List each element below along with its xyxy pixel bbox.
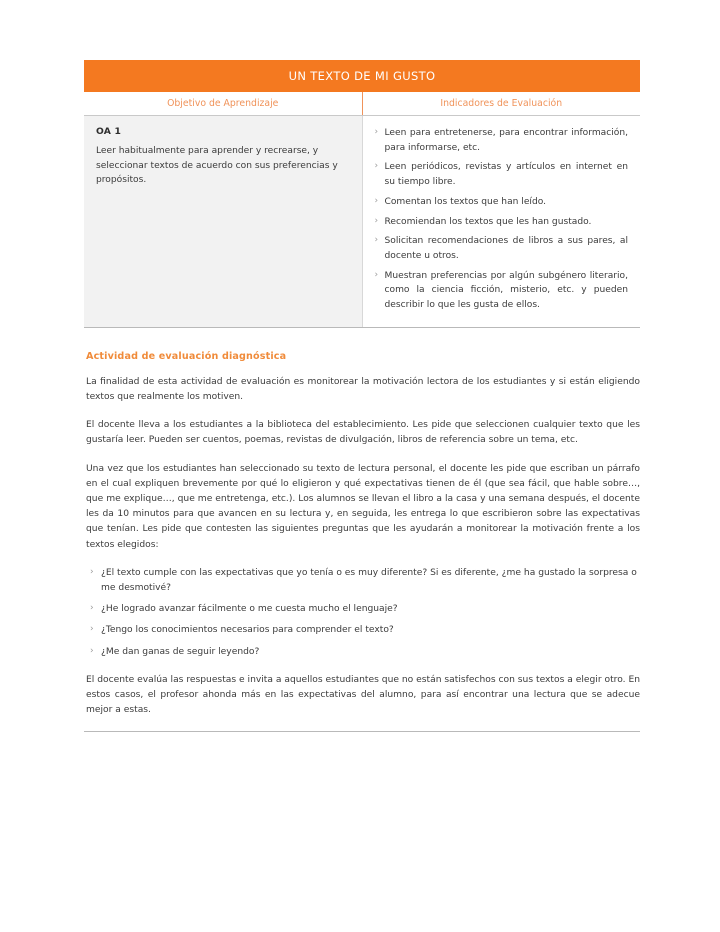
indicators-list [375, 126, 629, 313]
activity-paragraph-4: El docente evalúa las respuestas e invita a aquellos estudiantes que no están satisfechos con sus textos a elegir otro. En estos casos, el profesor ahonda más en las expectativas del alumno, para así encontrar una lectura que se adecue mejor a estas. [86, 674, 640, 716]
list-item: › Recomiendan los textos que les han gustado. [375, 215, 629, 230]
activity-heading: Actividad de evaluación diagnóstica [86, 350, 287, 362]
list-item: › Leen para entretenerse, para encontrar información, para informarse, etc. [375, 126, 629, 155]
objective-code: OA 1 [96, 126, 122, 137]
monitoring-questions-list [84, 566, 640, 660]
list-item: › ¿Me dan ganas de seguir leyendo? [90, 645, 640, 660]
list-item: › Comentan los textos que han leído. [375, 195, 629, 210]
document-page [84, 60, 640, 732]
list-item: › ¿He logrado avanzar fácilmente o me cuesta mucho el lenguaje? [90, 602, 640, 617]
objective-text: Leer habitualmente para aprender y recrearse, y seleccionar textos de acuerdo con sus preferencias y propósitos. [96, 146, 338, 186]
table-body-row [84, 116, 640, 328]
table-title-row [84, 60, 640, 92]
list-item: › Solicitan recomendaciones de libros a sus pares, al docente u otros. [375, 234, 629, 263]
list-item: › Muestran preferencias por algún subgénero literario, como la ciencia ficción, misterio, etc. y pueden describir lo que les gusta de ellos. [375, 269, 629, 313]
activity-paragraph-2: El docente lleva a los estudiantes a la biblioteca del establecimiento. Les pide que seleccionen cualquier texto que les gustaría leer. Pueden ser cuentos, poemas, revistas de divulgación, libros de referencia sobre un tema, etc. [86, 420, 640, 446]
column-header-objetivo: Objetivo de Aprendizaje [84, 92, 362, 116]
list-item: › ¿El texto cumple con las expectativas que yo tenía o es muy diferente? Si es diferente, ¿me ha gustado la sorpresa o me desmotivé? [90, 566, 640, 596]
list-item: › ¿Tengo los conocimientos necesarios para comprender el texto? [90, 623, 640, 638]
column-header-indicadores: Indicadores de Evaluación [362, 92, 640, 116]
table-title: UN TEXTO DE MI GUSTO [84, 60, 640, 92]
activity-paragraph-3: Una vez que los estudiantes han seleccionado su texto de lectura personal, el docente les pide que escriban un párrafo en el cual expliquen brevemente por qué lo eligieron y qué expectativas tienen de él (que sea fácil, que hable sobre…, que me explique…, que me entretenga, etc.). Los alumnos se llevan el libro a la casa y una semana después, el docente les da 10 minutos para que avancen en su lectura y, en seguida, les entrega lo que escribieron sobre las expectativas que tenían. Les pide que contesten las siguientes preguntas que les ayudarán a monitorear la motivación frente a los textos elegidos: [86, 463, 640, 550]
indicators-cell [362, 116, 640, 328]
activity-paragraph-1: La finalidad de esta actividad de evaluación es monitorear la motivación lectora de los estudiantes y si están eligiendo textos que realmente los motiven. [86, 376, 640, 403]
objective-cell [84, 116, 362, 328]
objectives-table [84, 60, 640, 328]
list-item: › Leen periódicos, revistas y artículos en internet en su tiempo libre. [375, 160, 629, 189]
bottom-divider [84, 731, 640, 732]
table-header-row [84, 92, 640, 116]
